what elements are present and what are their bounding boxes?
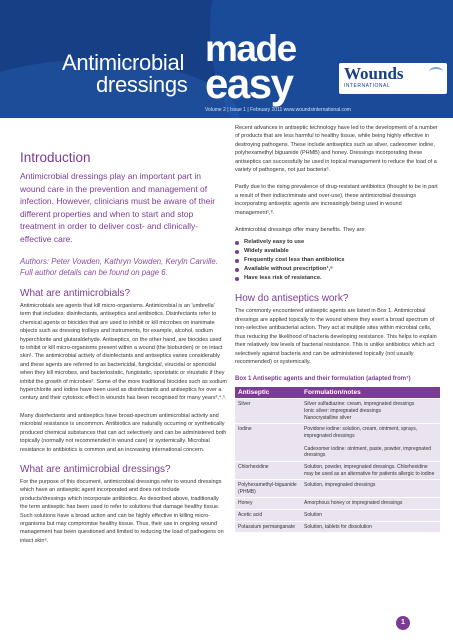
dressings-paragraph-1: For the purpose of this document, antimicrobial dressings refer to wound dressings which have an antiseptic agent incorporated and does not include products/dressings which incorporate antibiotics. As described above, traditionally the term antiseptic has been used to refer to solutions that damage healthy tissue. Such solutions have a broad action and can be highly effective in killing micro-organisms but may compromise healthy tissue. Thus, their use in ongoing wound management has been questioned and limited to reducing the load of pathogens on intact skin⁶.	[20, 478, 224, 544]
bullet-icon	[235, 259, 239, 263]
header-banner	[0, 0, 453, 118]
list-item: Relatively easy to use	[235, 238, 440, 247]
antimicrobials-paragraph-2: Many disinfectants and antiseptics have broad-spectrum antimicrobial activity and microbial resistance is uncommon. Antibiotics are naturally occurring or synthetically produced chemical substances that can act selectively and can be administered both topically (normally not recommended in wound care) or systemically. Microbial resistance to antibiotics is common and an increasing international concern.	[20, 412, 227, 453]
introduction-text: Antimicrobial dressings play an important part in wound care in the prevention and management of infection. However, clinicians must be aware of their different properties and when to start and stop treatment in order to deliver cost- and clinically-effective care.	[20, 171, 216, 244]
volume-issue-line: Volume 2 | Issue 1 | February 2011 www.woundsinternational.com	[205, 107, 351, 113]
antiseptic-agents-table	[235, 386, 440, 533]
title-line-1: Antimicrobial	[62, 50, 185, 75]
bullet-icon	[235, 250, 239, 254]
table-cell-antiseptic: Honey	[235, 498, 301, 509]
how-antiseptics-paragraph: The commonly encountered antiseptic agents are listed in Box 1. Antimicrobial dressings are applied topically to the wound where they exert a broad spectrum of non-selective antibacterial action. They act at multiple sites within microbial cells, thus reducing the likelihood of bacteria developing resistance. This helps to explain their relatively low levels of bacterial resistance. This is unlike antibiotics which act selectively against bacteria and can be administered topically (not usually recommended) or systemically.	[235, 308, 437, 365]
table-header-row	[235, 387, 440, 398]
table-header-formulation: Formulation/notes	[301, 387, 440, 398]
antimicrobials-paragraph-1: Antimicrobials are agents that kill micro-organisms. Antimicrobial is an 'umbrella' term that includes: disinfectants, antiseptics and antibiotics. Disinfectants refer to chemical agents or biocides that are used to inhibit or kill microbes on inanimate objects such as dressing trolleys and instruments, for example, alcohol, sodium hyperchlorite and glutaraldehyde. Antiseptics, on the other hand, are biocides used to inhibit or kill micro-organisms present within a wound (the bioburden) or on intact skin¹. The antimicrobial activity of disinfectants and antiseptics varies considerably and these agents are referred to as bactericidal, fungicidal, virucidal or sporicidal when they kill microbes, and bacteriostatic, fungistatic, sporistatic or virustatic if they inhibit the growth of microbes². Some of the more traditional biocides such as sodium hyperchlorite and iodine have been used as disinfectants and antiseptics for over a century and their cytotoxic effect in wounds has been recognised for many years³,⁴,⁵.	[20, 303, 227, 402]
table-body	[235, 399, 440, 532]
right-column	[235, 124, 440, 533]
what-are-antimicrobials-heading: What are antimicrobials?	[20, 288, 131, 299]
left-column	[20, 124, 227, 545]
how-antiseptics-work-heading: How do antiseptics work?	[235, 293, 349, 305]
logo-name: Wounds	[344, 64, 404, 83]
table-cell-antiseptic: Potassium permanganate	[235, 522, 301, 533]
authors-line: Authors: Peter Vowden, Kathryn Vowden, Keryln Carville. Full author details can be found on page 6.	[20, 257, 218, 277]
table-cell-formulation: Solution, impregnated dressings	[301, 480, 440, 497]
rising-prevalence-paragraph: Partly due to the rising prevalence of drug-resistant antibiotics (thought to be in part a result of their indiscriminate and over-use), these antimicrobial dressings incorporating antiseptic agents are increasingly being used in wound management¹,⁸.	[235, 184, 438, 216]
advances-paragraph: Recent advances in antiseptic technology have led to the development of a number of products that are less harmful to healthy tissue, while being highly effective in destroying pathogens. These include antiseptics such as silver, cadexomer iodine, polyhexamethyl biguanide (PHMB) and honey. Dressings incorporating these antiseptics can successfully be used in topical management to reduce the load of a variety of pathogens, not just bacteria⁶.	[235, 125, 438, 174]
table-cell-formulation: Solution, powder, impregnated dressings. Chlorhexidine may be used as an alternative for patients allergic to iodine	[301, 462, 440, 479]
wounds-international-logo	[339, 63, 447, 94]
title-line-2: dressings	[96, 72, 188, 97]
benefits-intro-paragraph: Antimicrobial dressings offer many benefits. They are:	[235, 227, 366, 234]
list-item: Widely available	[235, 247, 440, 256]
logo-subtitle: INTERNATIONAL	[344, 83, 391, 89]
easy-wordmark: easy	[205, 60, 293, 107]
table-row	[235, 510, 440, 521]
table-cell-antiseptic: Polyhexamethyl-biguanide (PHMB)	[235, 480, 301, 497]
table-header-antiseptic: Antiseptic	[235, 387, 301, 398]
table-row	[235, 480, 440, 497]
table-row	[235, 498, 440, 509]
table-cell-antiseptic: Silver	[235, 399, 301, 423]
table-row	[235, 424, 440, 461]
list-item: Available without prescription¹,⁸	[235, 265, 440, 274]
table-cell-formulation: Amorphous honey or impregnated dressings	[301, 498, 440, 509]
table-cell-antiseptic: Acetic acid	[235, 510, 301, 521]
page-number: 1	[396, 616, 410, 630]
bullet-icon	[235, 241, 239, 245]
benefits-list	[235, 238, 440, 283]
table-row	[235, 462, 440, 479]
table-cell-formulation: Silver sulfadiazine: cream, impregnated dressings Ionic silver: impregnated dressings Nanocrystalline silver	[301, 399, 440, 423]
what-are-dressings-heading: What are antimicrobial dressings?	[20, 463, 171, 475]
table-row	[235, 522, 440, 533]
made-wordmark: made	[205, 28, 296, 69]
table-cell-formulation: Solution, tablets for dissolution	[301, 522, 440, 533]
table-cell-antiseptic: Chlorhexidine	[235, 462, 301, 479]
table-cell-formulation: Povidone iodine: solution, cream, ointment, sprays, impregnated dressings Cadexomer iodine: ointment, paste, powder, impregnated dressings	[301, 424, 440, 461]
box-1-title: Box 1 Antiseptic agents and their formulation (adapted from⁷)	[235, 376, 411, 383]
table-cell-formulation: Solution	[301, 510, 440, 521]
list-item: Have less risk of resistance.	[235, 274, 440, 283]
table-row	[235, 399, 440, 423]
introduction-heading: Introduction	[20, 150, 91, 165]
bullet-icon	[235, 277, 239, 281]
table-cell-antiseptic: Iodine	[235, 424, 301, 461]
logo-swoosh-icon	[429, 67, 443, 77]
list-item: Frequently cost less than antibiotics	[235, 256, 440, 265]
bullet-icon	[235, 268, 239, 272]
